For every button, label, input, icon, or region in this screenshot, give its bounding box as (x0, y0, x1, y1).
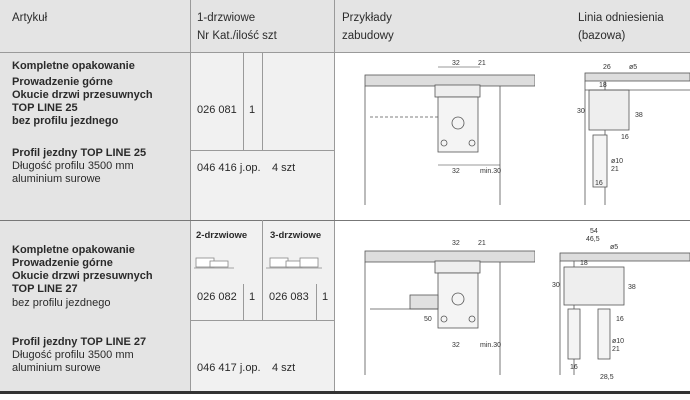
dim-r2s-30: 30 (552, 282, 560, 289)
dim-r2s-38: 38 (628, 284, 636, 291)
row-divider (0, 220, 690, 221)
dim-r1-min30: min.30 (480, 168, 502, 175)
row2-line-4: TOP LINE 27 (12, 283, 78, 295)
dim-r1s-16: 16 (621, 134, 629, 141)
dim-r1s-38: 38 (635, 112, 643, 119)
row2-profile-material: aluminium surowe (12, 362, 101, 374)
dim-r2s-18: 18 (580, 260, 588, 267)
row2-line-5: bez profilu jezdnego (12, 297, 111, 309)
dim-r1s-o10: ø10 (611, 158, 624, 165)
dim-r2-32-bottom: 32 (452, 342, 460, 349)
row2-line-3: Okucie drzwi przesuwnych (12, 270, 153, 282)
row2-qty-3: 1 (322, 291, 329, 303)
dim-r2s-o5: ø5 (610, 244, 619, 251)
dim-r1s-26: 26 (603, 64, 611, 71)
row2-cat-no-3: 026 083 (269, 291, 309, 303)
row2-front-drawing (340, 225, 535, 385)
dim-r1-21-top: 21 (478, 60, 486, 67)
row1-line-1: Kompletne opakowanie (12, 60, 135, 72)
row2-qty-2: 1 (249, 291, 256, 303)
header-divider (0, 52, 690, 53)
two-door-icon (194, 258, 234, 268)
row2-cat-split (190, 320, 334, 321)
row1-profile-material: aluminium surowe (12, 173, 101, 185)
header-examples-line1: Przykłady (342, 12, 392, 24)
row1-cat-split (190, 150, 334, 151)
col-divider-1 (190, 0, 191, 392)
dim-r2s-285: 28,5 (600, 374, 614, 381)
row1-qty-divider-b (262, 52, 263, 150)
dim-r1s-21: 21 (611, 166, 619, 173)
dim-r1-32-bottom: 32 (452, 168, 460, 175)
row2-label-2door: 2-drzwiowe (196, 230, 248, 241)
dim-r1s-18: 18 (599, 82, 607, 89)
row1-profile-length: Długość profilu 3500 mm (12, 160, 134, 172)
row1-cat-no: 026 081 (197, 104, 237, 116)
row1-profile-cat: 046 416 j.op. (197, 162, 261, 174)
dim-r2s-54: 54 (590, 228, 598, 235)
row2-qty-sep-3 (316, 284, 317, 320)
row1-profile-title: Profil jezdny TOP LINE 25 (12, 147, 147, 159)
header-reference-line1: Linia odniesienia (578, 12, 664, 24)
col-divider-2 (334, 0, 335, 392)
dim-r1-32-top: 32 (452, 60, 460, 67)
three-door-icon (266, 258, 322, 268)
dim-r2s-16b: 16 (570, 364, 578, 371)
dim-r2-32-top: 32 (452, 240, 460, 247)
header-examples-line2: zabudowy (342, 30, 394, 42)
row1-line-3: Okucie drzwi przesuwnych (12, 89, 153, 101)
row1-side-drawing (555, 55, 690, 215)
row1-qty-divider (243, 52, 244, 150)
dim-r2s-16: 16 (616, 316, 624, 323)
row2-profile-cat: 046 417 j.op. (197, 362, 261, 374)
dim-r1s-16b: 16 (595, 180, 603, 187)
bottom-rule (0, 391, 690, 394)
row1-line-2: Prowadzenie górne (12, 76, 113, 88)
row2-profile-length: Długość profilu 3500 mm (12, 349, 134, 361)
header-doors-line2: Nr Kat./ilość szt (197, 30, 277, 42)
header-artykul: Artykuł (12, 12, 48, 24)
header-doors-line1: 1-drzwiowe (197, 12, 256, 24)
dim-r2-21-top: 21 (478, 240, 486, 247)
row2-profile-qty: 4 szt (272, 362, 296, 374)
dim-r2-50: 50 (424, 316, 432, 323)
dim-r1s-30: 30 (577, 108, 585, 115)
row1-profile-qty: 4 szt (272, 162, 296, 174)
dim-r1s-o5: ø5 (629, 64, 638, 71)
dim-r2s-21: 21 (612, 346, 620, 353)
row2-qty-sep-2 (243, 284, 244, 320)
row2-cat-no-2: 026 082 (197, 291, 237, 303)
row1-line-5: bez profilu jezdnego (12, 115, 119, 127)
row2-line-1: Kompletne opakowanie (12, 244, 135, 256)
row1-line-4: TOP LINE 25 (12, 102, 78, 114)
row1-qty: 1 (249, 104, 256, 116)
dim-r2s-465: 46,5 (586, 236, 600, 243)
dim-r2-min30: min.30 (480, 342, 502, 349)
header-reference-line2: (bazowa) (578, 30, 626, 42)
row2-door-icons (190, 242, 334, 282)
row2-profile-title: Profil jezdny TOP LINE 27 (12, 336, 147, 348)
header-band (0, 0, 690, 52)
row2-label-3door: 3-drzwiowe (270, 230, 322, 241)
row1-front-drawing (340, 55, 535, 215)
row2-side-drawing (540, 225, 690, 385)
row2-line-2: Prowadzenie górne (12, 257, 113, 269)
dim-r2s-o10: ø10 (612, 338, 625, 345)
